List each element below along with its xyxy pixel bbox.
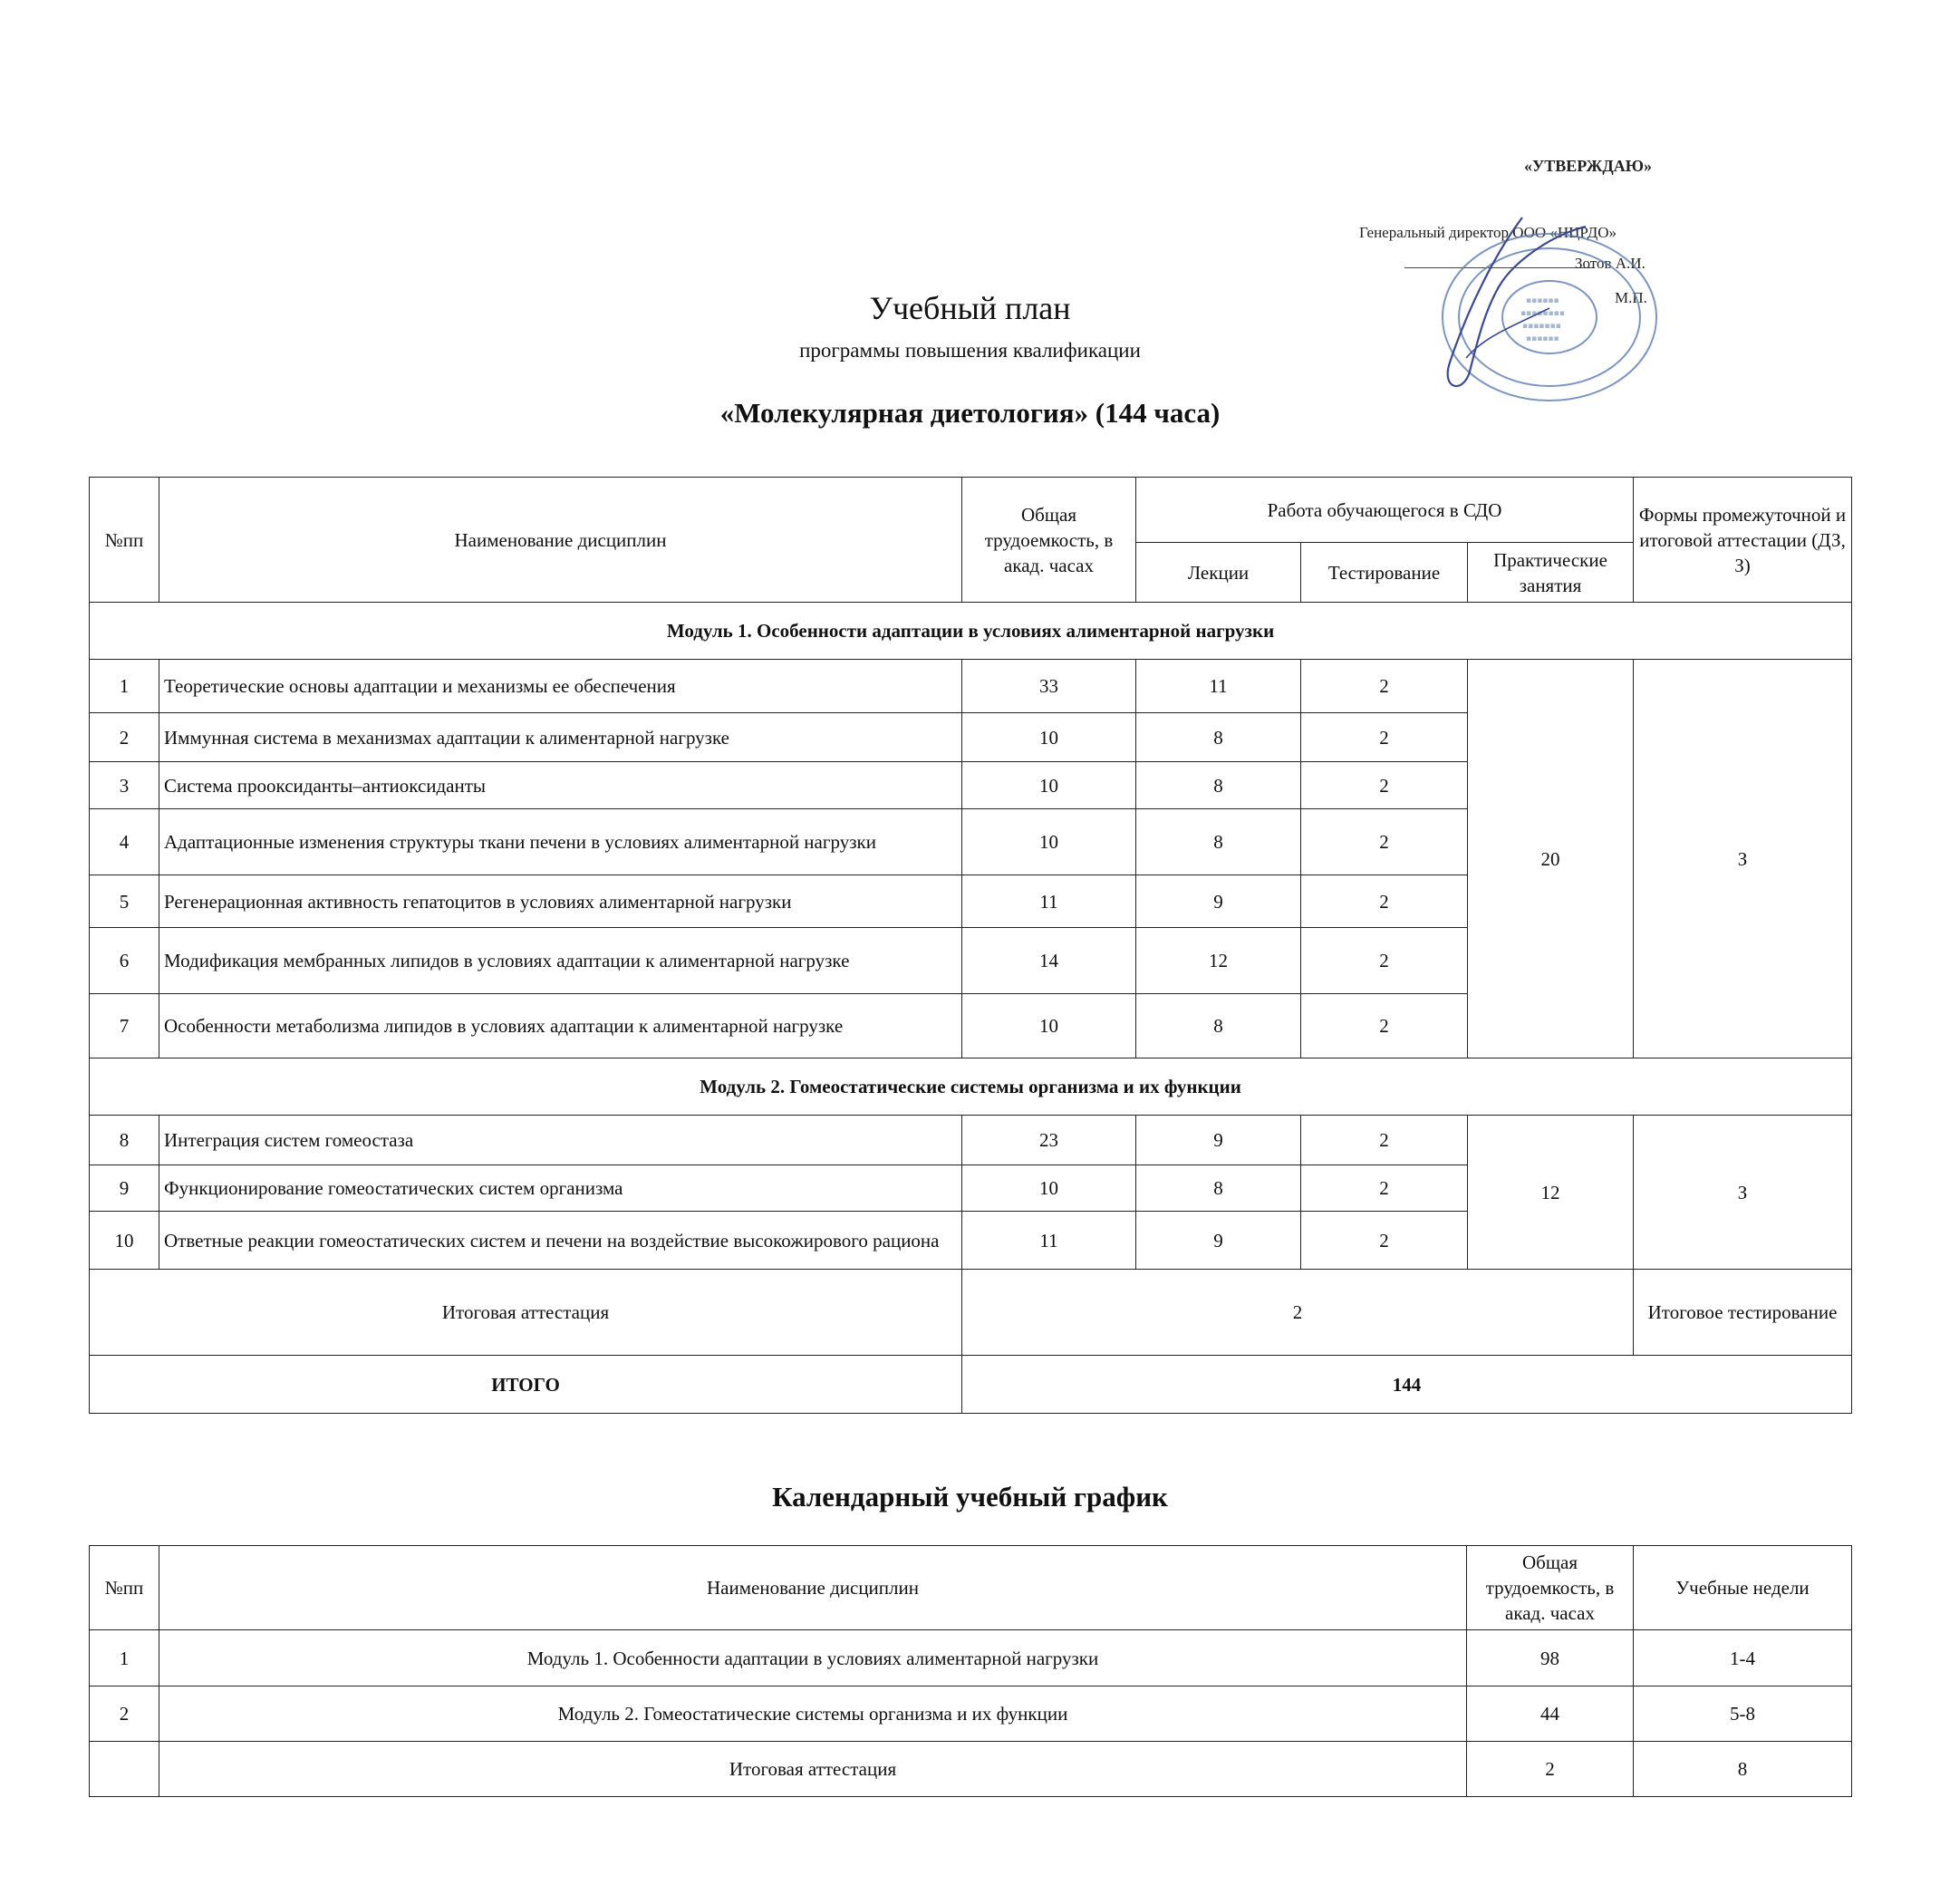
row-total: 11	[962, 875, 1136, 928]
approval-heading: «УТВЕРЖДАЮ»	[1524, 157, 1653, 175]
row-num: 2	[90, 713, 159, 762]
calendar-table	[89, 1545, 1852, 1797]
row-name: Регенерационная активность гепатоцитов в условиях алиментарной нагрузки	[159, 875, 962, 928]
row-num: 10	[90, 1212, 159, 1270]
row-total: 10	[962, 762, 1136, 809]
row-total: 10	[962, 994, 1136, 1058]
row-total: 11	[962, 1212, 1136, 1270]
cal-row-num: 1	[90, 1630, 159, 1687]
row-testing: 2	[1301, 1212, 1468, 1270]
row-num: 9	[90, 1165, 159, 1212]
final-label: Итоговая аттестация	[90, 1270, 962, 1356]
row-name: Модификация мембранных липидов в условиях адаптации к алиментарной нагрузке	[159, 928, 962, 994]
cal-header-name: Наименование дисциплин	[159, 1546, 1467, 1630]
total-label: ИТОГО	[90, 1356, 962, 1414]
row-total: 23	[962, 1116, 1136, 1165]
header-total: Общая трудоемкость, в акад. часах	[962, 478, 1136, 603]
row-total: 33	[962, 660, 1136, 713]
table-row	[90, 1630, 1852, 1687]
module-2-form: З	[1634, 1116, 1852, 1270]
row-total: 10	[962, 713, 1136, 762]
row-num: 4	[90, 809, 159, 875]
row-lectures: 8	[1136, 809, 1301, 875]
row-testing: 2	[1301, 660, 1468, 713]
row-testing: 2	[1301, 1116, 1468, 1165]
row-name: Система прооксиданты–антиоксиданты	[159, 762, 962, 809]
row-lectures: 9	[1136, 1116, 1301, 1165]
table-row	[90, 1742, 1852, 1797]
final-attestation-row	[90, 1270, 1852, 1356]
row-lectures: 9	[1136, 1212, 1301, 1270]
module-2-practice: 12	[1468, 1116, 1634, 1270]
row-lectures: 8	[1136, 994, 1301, 1058]
row-total: 10	[962, 1165, 1136, 1212]
header-practice: Практические занятия	[1468, 543, 1634, 603]
document-title: Учебный план	[869, 290, 1071, 326]
header-work: Работа обучающегося в СДО	[1136, 478, 1634, 543]
row-name: Особенности метаболизма липидов в условиях адаптации к алиментарной нагрузке	[159, 994, 962, 1058]
svg-text:▪▪▪▪▪▪▪▪: ▪▪▪▪▪▪▪▪	[1520, 309, 1565, 318]
row-lectures: 9	[1136, 875, 1301, 928]
final-form: Итоговое тестирование	[1634, 1270, 1852, 1356]
row-lectures: 12	[1136, 928, 1301, 994]
header-num: №пп	[90, 478, 159, 603]
row-name: Ответные реакции гомеостатических систем и печени на воздействие высокожирового рациона	[159, 1212, 962, 1270]
row-testing: 2	[1301, 994, 1468, 1058]
calendar-title: Календарный учебный график	[772, 1481, 1168, 1513]
cal-row-total: 44	[1467, 1687, 1634, 1742]
cal-row-name: Модуль 2. Гомеостатические системы организма и их функции	[159, 1687, 1467, 1742]
curriculum-table	[89, 477, 1852, 1414]
cal-row-weeks: 1-4	[1634, 1630, 1852, 1687]
svg-text:▪▪▪▪▪▪▪: ▪▪▪▪▪▪▪	[1522, 322, 1561, 331]
cal-header-weeks: Учебные недели	[1634, 1546, 1852, 1630]
cal-row-total: 98	[1467, 1630, 1634, 1687]
row-testing: 2	[1301, 875, 1468, 928]
approval-position: Генеральный директор ООО «НЦРДО»	[1359, 224, 1617, 241]
table-row	[90, 1687, 1852, 1742]
header-lectures: Лекции	[1136, 543, 1301, 603]
svg-text:▪▪▪▪▪▪: ▪▪▪▪▪▪	[1526, 296, 1559, 305]
row-name: Адаптационные изменения структуры ткани печени в условиях алиментарной нагрузки	[159, 809, 962, 875]
row-lectures: 8	[1136, 1165, 1301, 1212]
approval-name: Зотов А.И.	[1575, 255, 1646, 272]
cal-row-weeks: 5-8	[1634, 1687, 1852, 1742]
row-num: 5	[90, 875, 159, 928]
row-lectures: 8	[1136, 713, 1301, 762]
row-testing: 2	[1301, 713, 1468, 762]
cal-row-name: Модуль 1. Особенности адаптации в условиях алиментарной нагрузки	[159, 1630, 1467, 1687]
table-row	[90, 660, 1852, 713]
row-name: Иммунная система в механизмах адаптации к алиментарной нагрузке	[159, 713, 962, 762]
row-testing: 2	[1301, 809, 1468, 875]
row-num: 3	[90, 762, 159, 809]
table-row	[90, 1116, 1852, 1165]
header-testing: Тестирование	[1301, 543, 1468, 603]
cal-header-total: Общая трудоемкость, в акад. часах	[1467, 1546, 1634, 1630]
row-lectures: 11	[1136, 660, 1301, 713]
header-name: Наименование дисциплин	[159, 478, 962, 603]
cal-row-weeks: 8	[1634, 1742, 1852, 1797]
row-name: Интеграция систем гомеостаза	[159, 1116, 962, 1165]
total-hours: 144	[962, 1356, 1852, 1414]
total-row	[90, 1356, 1852, 1414]
cal-header-num: №пп	[90, 1546, 159, 1630]
row-total: 14	[962, 928, 1136, 994]
row-num: 6	[90, 928, 159, 994]
module-1-title: Модуль 1. Особенности адаптации в условиях алиментарной нагрузки	[90, 603, 1852, 660]
document-subtitle: программы повышения квалификации	[799, 339, 1141, 362]
module-1-practice: 20	[1468, 660, 1634, 1058]
seal-mark: М.П.	[1615, 289, 1647, 306]
row-testing: 2	[1301, 762, 1468, 809]
cal-row-total: 2	[1467, 1742, 1634, 1797]
svg-text:▪▪▪▪▪▪: ▪▪▪▪▪▪	[1526, 334, 1559, 343]
cal-row-name: Итоговая аттестация	[159, 1742, 1467, 1797]
row-total: 10	[962, 809, 1136, 875]
row-num: 8	[90, 1116, 159, 1165]
row-testing: 2	[1301, 928, 1468, 994]
row-num: 7	[90, 994, 159, 1058]
row-testing: 2	[1301, 1165, 1468, 1212]
final-hours: 2	[962, 1270, 1634, 1356]
module-1-form: З	[1634, 660, 1852, 1058]
row-name: Функционирование гомеостатических систем организма	[159, 1165, 962, 1212]
row-num: 1	[90, 660, 159, 713]
module-2-title: Модуль 2. Гомеостатические системы организма и их функции	[90, 1058, 1852, 1116]
row-lectures: 8	[1136, 762, 1301, 809]
program-title: «Молекулярная диетология» (144 часа)	[719, 397, 1221, 429]
row-name: Теоретические основы адаптации и механизмы ее обеспечения	[159, 660, 962, 713]
cal-row-num: 2	[90, 1687, 159, 1742]
header-forms: Формы промежуточной и итоговой аттестации (ДЗ, З)	[1634, 478, 1852, 603]
cal-row-num	[90, 1742, 159, 1797]
